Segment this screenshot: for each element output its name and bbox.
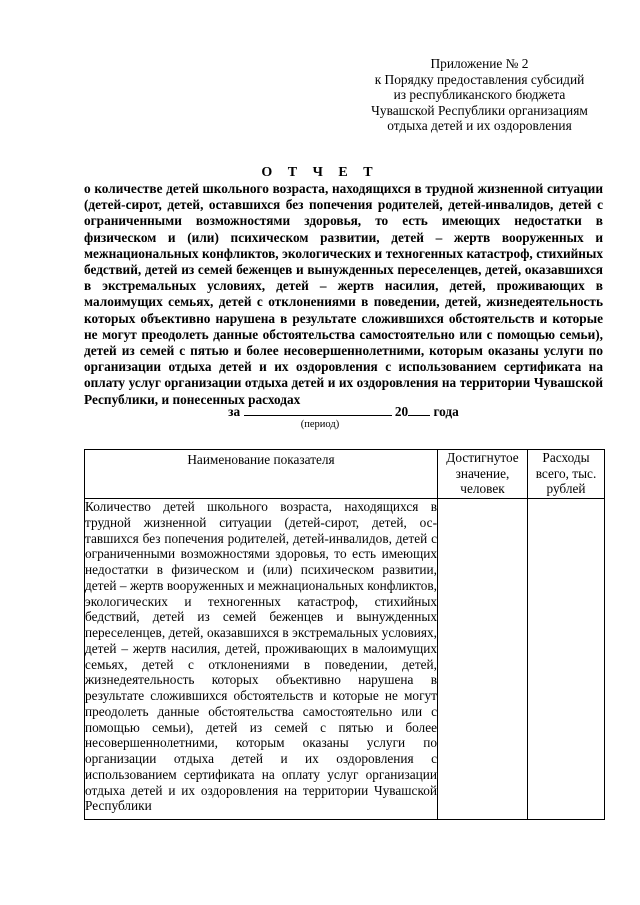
period-prefix: за [228,404,241,419]
period-line [84,403,603,420]
expenses-cell[interactable] [528,499,605,820]
indicator-cell: Количество детей школьного возраста, находящихся в трудной жизненной ситуации (детей-сирот, детей, оставшихся без попечения родителей, детей-инвалидов, детей с ограниченными возможностями здоровья, то есть имеющих недостатки в физическом и (или) психическом развитии, детей – жертв вооруженных и межнациональных конфликтов, экологических и техногенных катастроф, стихийных бедствий, детей из семей беженцев и вынужденных переселенцев, детей, оказавшихся в экстремальных условиях, детей – жертв насилия, детей, проживающих в малоимущих семьях, детей с отклонениями в поведении, детей, жизнедеятельность которых объективно нарушена в результате сложившихся обстоятельств и которые не могут преодолеть данные обстоятельства самостоятельно или с помощью семьи), детей из семей с пятью и более несовершеннолетними, которым оказаны услуги по организации отдыха детей и их оздоровления с использованием сертификата на оплату услуг организации отдыха детей и их оздоровления на территории Чувашской Республики [85,499,438,820]
header-expenses: Расходы всего, тыс. рублей [528,450,605,499]
period-suffix: года [433,404,459,419]
period-caption: (период) [300,419,340,430]
year-blank [408,403,430,416]
appendix-header [352,56,607,134]
report-title: О Т Ч Е Т [261,165,379,180]
appendix-number: Приложение № 2 [430,56,529,71]
period-blank [244,403,392,416]
report-table [84,449,605,820]
period-year: 20 [394,404,409,419]
table-row [85,499,605,820]
header-indicator: Наименование показателя [85,450,438,499]
appendix-line: к Порядку предоставления субсидий [374,71,585,87]
appendix-line: Чувашской Республики организациям [371,102,588,118]
header-value: Достигнутое значение, человек [438,450,528,499]
appendix-line: отдыха детей и их оздоровления [387,118,572,133]
report-description: о количестве детей школьного возраста, находящихся в трудной жизненной ситуации (детей-сирот, детей, оставшихся без попечения родителей, детей-инвалидов, детей с ограниченными возможностями здоровья, то есть имеющих недостатки в физическом и (или) психическом развитии, детей – жертв вооруженных и межнациональных конфликтов, экологических и техногенных катастроф, стихийных бедствий, детей из семей беженцев и вынужденных переселенцев, детей, оказавшихся в экстремальных условиях, детей – жертв насилия, детей, проживающих в малоимущих семьях, детей с отклонениями в поведении, детей, жизнедеятельность которых объективно нарушена в результате сложившихся обстоятельств и которые не могут преодолеть данные обстоятельства самостоятельно или с помощью семьи), детей из семей с пятью и более несовершеннолетними, которым оказаны услуги по организации отдыха детей и их оздоровления с использованием сертификата на оплату услуг организации отдыха детей и их оздоровления на территории Чувашской Республики, и понесенных расходах [84,181,603,407]
value-cell[interactable] [438,499,528,820]
appendix-line: из республиканского бюджета [393,87,566,102]
table-header-row [85,450,605,499]
